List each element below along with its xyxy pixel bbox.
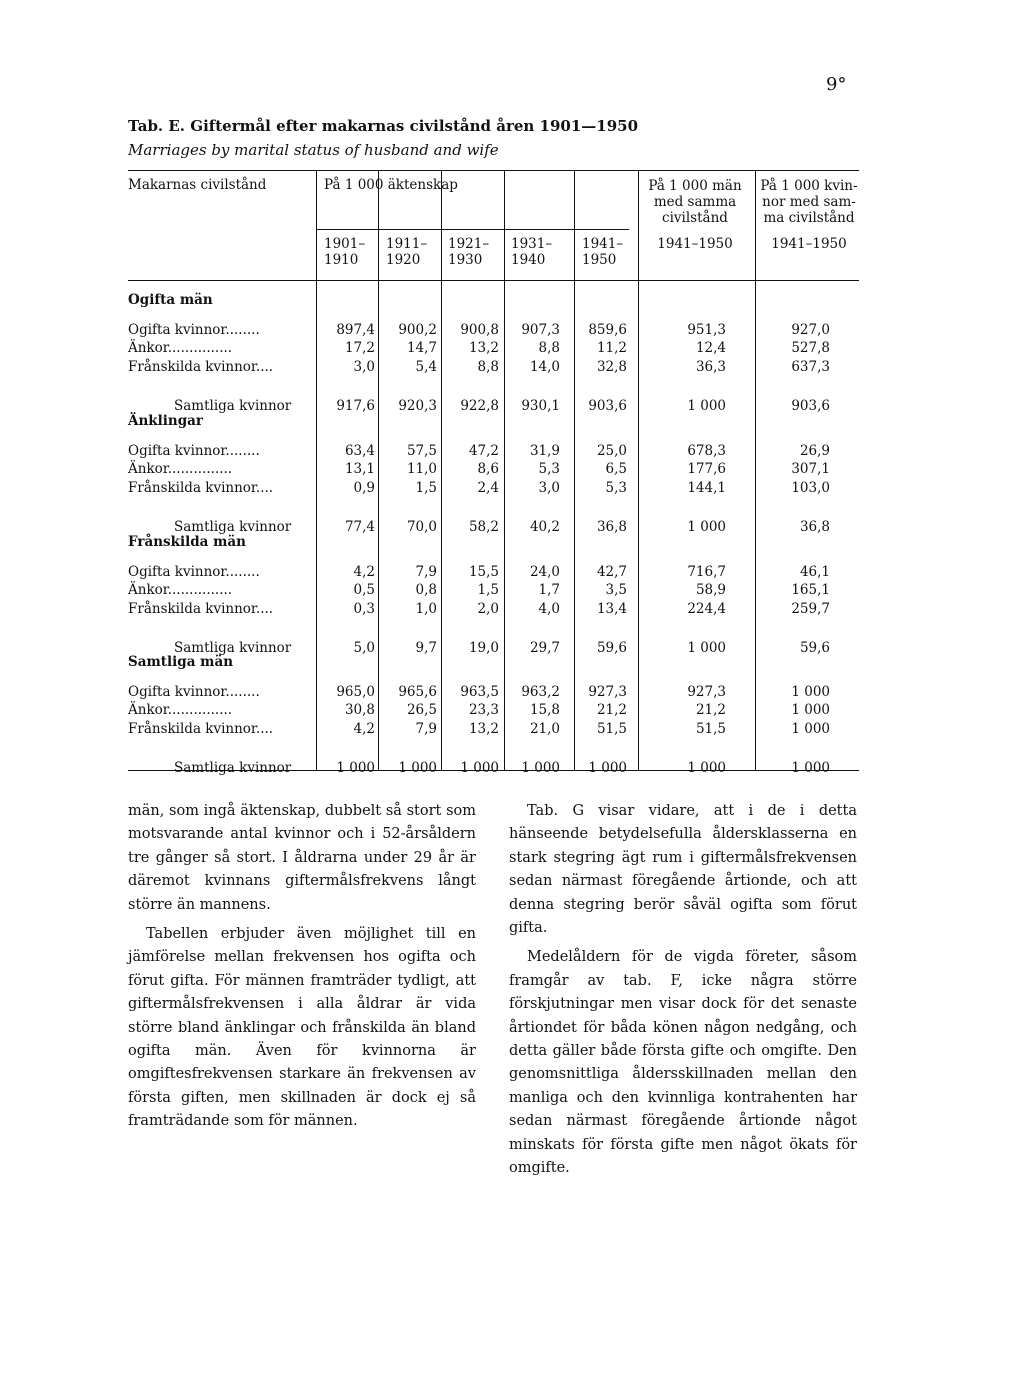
table-cell: 0,3: [353, 600, 375, 617]
table-cell: 36,3: [695, 358, 726, 375]
table-cell: 0,8: [415, 582, 437, 599]
table-row: [128, 339, 859, 357]
table-cell: 678,3: [687, 443, 726, 459]
table-cell: 47,2: [468, 443, 499, 459]
table-cell: 963,5: [460, 684, 499, 700]
table-cell: 11,2: [596, 340, 627, 357]
table-cell: 951,3: [687, 322, 726, 338]
table-cell: 15,8: [529, 702, 560, 719]
table-cell: 29,7: [529, 640, 560, 657]
period-header-men: 1941–1950: [657, 236, 733, 252]
table-cell: 1 000: [398, 760, 437, 777]
table-cell: 1,0: [415, 600, 437, 617]
section-title: Ogifta män: [128, 292, 213, 308]
table-cell: 637,3: [791, 358, 830, 375]
table-row: [128, 321, 859, 339]
table-cell: 23,3: [468, 702, 499, 719]
table-cell: 40,2: [529, 519, 560, 536]
table-cell: 1,5: [477, 582, 499, 599]
table-cell: 7,9: [415, 564, 437, 580]
table-row: [128, 720, 859, 738]
table-cell: 922,8: [460, 398, 499, 415]
table-cell: 31,9: [529, 443, 560, 459]
column-rule: [316, 170, 317, 770]
table-cell: 1 000: [791, 684, 830, 700]
group-header-marriages: På 1 000 äktenskap: [324, 177, 458, 193]
table-cell: 57,5: [406, 443, 437, 459]
row-label: Änkor...............: [128, 340, 233, 357]
table-row: [128, 581, 859, 599]
page-number: 9°: [826, 74, 847, 95]
column-rule: [638, 170, 639, 770]
column-rule: [378, 170, 379, 770]
table-cell: 0,5: [353, 582, 375, 599]
section-title: Frånskilda män: [128, 534, 246, 550]
table-top-rule: [128, 170, 859, 171]
table-cell: 259,7: [791, 600, 830, 617]
row-label: Ogifta kvinnor........: [128, 443, 260, 459]
table-cell: 927,0: [791, 322, 830, 338]
period-header-4: 1931– 1940: [511, 236, 553, 268]
row-label: Änkor...............: [128, 582, 233, 599]
table-cell: 1 000: [687, 640, 726, 657]
body-text-right-column: [509, 800, 857, 1187]
table-cell: 907,3: [521, 322, 560, 338]
column-rule: [504, 170, 505, 770]
table-cell: 965,0: [336, 684, 375, 700]
table-row: [128, 683, 859, 701]
table-cell: 51,5: [596, 720, 627, 737]
table-cell: 36,8: [596, 519, 627, 536]
table-cell: 21,2: [596, 702, 627, 719]
table-cell: 3,0: [538, 479, 560, 496]
table-row: [128, 358, 859, 376]
table-cell: 103,0: [791, 479, 830, 496]
column-rule: [441, 170, 442, 770]
table-cell: 859,6: [588, 322, 627, 338]
table-cell: 13,1: [344, 461, 375, 478]
row-label: Frånskilda kvinnor....: [128, 479, 274, 496]
table-cell: 14,7: [406, 340, 437, 357]
table-cell: 144,1: [687, 479, 726, 496]
table-cell: 77,4: [344, 519, 375, 536]
table-cell: 903,6: [588, 398, 627, 415]
table-title: Tab. E. Giftermål efter makarnas civilstånd åren 1901—1950: [128, 117, 639, 135]
column-rule: [574, 170, 575, 770]
table-cell: 0,9: [353, 479, 375, 496]
table-cell: 1 000: [687, 760, 726, 777]
table-cell: 4,2: [353, 564, 375, 580]
table-cell: 900,2: [398, 322, 437, 338]
table-cell: 14,0: [529, 358, 560, 375]
table-cell: 32,8: [596, 358, 627, 375]
row-label: Ogifta kvinnor........: [128, 564, 260, 580]
table-row: [128, 600, 859, 618]
row-label: Samtliga kvinnor: [174, 398, 292, 415]
table-cell: 1 000: [791, 760, 830, 777]
table-cell: 8,8: [477, 358, 499, 375]
row-label: Ogifta kvinnor........: [128, 684, 260, 700]
table-cell: 1 000: [687, 398, 726, 415]
table-cell: 8,6: [477, 461, 499, 478]
table-cell: 897,4: [336, 322, 375, 338]
row-label: Änkor...............: [128, 702, 233, 719]
table-cell: 5,4: [415, 358, 437, 375]
table-cell: 26,5: [406, 702, 437, 719]
row-label: Samtliga kvinnor: [174, 519, 292, 536]
group-header-per-women: På 1 000 kvin- nor med sam- ma civilstånd: [760, 178, 858, 226]
table-cell: 1 000: [687, 519, 726, 536]
table-cell: 900,8: [460, 322, 499, 338]
table-cell: 5,0: [353, 640, 375, 657]
period-divider-rule: [316, 229, 629, 230]
table-cell: 19,0: [468, 640, 499, 657]
row-label: Samtliga kvinnor: [174, 760, 292, 777]
table-cell: 13,2: [468, 720, 499, 737]
table-cell: 1,5: [415, 479, 437, 496]
table-row: [128, 479, 859, 497]
table-cell: 21,0: [529, 720, 560, 737]
paragraph: män, som ingå äktenskap, dubbelt så stort som motsvarande antal kvinnor och i 52-årsåldern tre gånger så stort. I åldrarna under 29 år är däremot kvinnans giftermålsfrekvens långt större än mannens.: [128, 803, 476, 913]
header-bottom-rule: [128, 280, 859, 281]
section-title: Änklingar: [128, 413, 204, 429]
table-row: [128, 563, 859, 581]
total-row: [128, 759, 859, 777]
table-cell: 9,7: [415, 640, 437, 657]
table-cell: 903,6: [791, 398, 830, 415]
table-cell: 1 000: [521, 760, 560, 777]
table-cell: 42,7: [596, 564, 627, 580]
table-cell: 1 000: [791, 702, 830, 719]
total-row: [128, 639, 859, 657]
table-cell: 70,0: [406, 519, 437, 536]
row-label: Änkor...............: [128, 461, 233, 478]
table-cell: 4,2: [353, 720, 375, 737]
group-header-per-men: På 1 000 män med samma civilstånd: [648, 178, 742, 226]
paragraph: Medelåldern för de vigda företer, såsom framgår av tab. F, icke några större förskjutningar men visar dock för det senaste årtiondet för båda könen någon nedgång, och detta gäller både första gifte och omgifte. Den genomsnittliga åldersskillnaden mellan den manliga och den kvinnliga kontrahenten har sedan närmast föregående årtionde något minskats för första gifte men något ökats för omgifte.: [509, 949, 857, 1177]
table-cell: 59,6: [799, 640, 830, 657]
table-cell: 527,8: [791, 340, 830, 357]
table-cell: 13,2: [468, 340, 499, 357]
table-cell: 927,3: [588, 684, 627, 700]
table-cell: 920,3: [398, 398, 437, 415]
row-label: Frånskilda kvinnor....: [128, 358, 274, 375]
table-cell: 25,0: [596, 443, 627, 459]
paragraph: Tabellen erbjuder även möjlighet till en jämförelse mellan frekvensen hos ogifta och förut gifta. För männen framträder tydligt, att giftermålsfrekvensen i alla åldrar är vida större bland änklingar och frånskilda än bland ogifta män. Även för kvinnorna är omgiftesfrekvensen starkare än frekvensen av första giften, men skillnaden är dock ej så framträdande som för männen.: [128, 926, 476, 1130]
table-cell: 12,4: [695, 340, 726, 357]
table-cell: 46,1: [799, 564, 830, 580]
table-cell: 1,7: [538, 582, 560, 599]
table-cell: 21,2: [695, 702, 726, 719]
table-cell: 59,6: [596, 640, 627, 657]
stub-header: Makarnas civilstånd: [128, 177, 267, 193]
table-cell: 1 000: [460, 760, 499, 777]
table-row: [128, 701, 859, 719]
table-cell: 58,9: [695, 582, 726, 599]
table-cell: 58,2: [468, 519, 499, 536]
table-cell: 965,6: [398, 684, 437, 700]
table-cell: 15,5: [468, 564, 499, 580]
table-cell: 6,5: [605, 461, 627, 478]
table-cell: 917,6: [336, 398, 375, 415]
table-cell: 2,0: [477, 600, 499, 617]
table-cell: 13,4: [596, 600, 627, 617]
table-cell: 11,0: [406, 461, 437, 478]
table-cell: 4,0: [538, 600, 560, 617]
table-cell: 3,0: [353, 358, 375, 375]
period-header-1: 1901– 1910: [324, 236, 366, 268]
table-cell: 1 000: [588, 760, 627, 777]
period-header-5: 1941– 1950: [582, 236, 624, 268]
column-rule: [755, 170, 756, 770]
row-label: Frånskilda kvinnor....: [128, 600, 274, 617]
table-cell: 63,4: [344, 443, 375, 459]
period-header-2: 1911– 1920: [386, 236, 428, 268]
table-cell: 307,1: [791, 461, 830, 478]
table-cell: 24,0: [529, 564, 560, 580]
table-cell: 17,2: [344, 340, 375, 357]
period-header-3: 1921– 1930: [448, 236, 490, 268]
table-cell: 3,5: [605, 582, 627, 599]
table-row: [128, 460, 859, 478]
table-cell: 51,5: [695, 720, 726, 737]
paragraph: Tab. G visar vidare, att i de i detta hänseende betydelsefulla åldersklasserna en stark stegring ägt rum i giftermålsfrekvensen sedan närmast föregående årtionde, och att denna stegring berör såväl ogifta som förut gifta.: [509, 803, 857, 937]
table-cell: 8,8: [538, 340, 560, 357]
table-row: [128, 442, 859, 460]
table-cell: 5,3: [605, 479, 627, 496]
body-text-left-column: [128, 800, 476, 1140]
table-cell: 30,8: [344, 702, 375, 719]
table-cell: 26,9: [799, 443, 830, 459]
table-cell: 2,4: [477, 479, 499, 496]
table-cell: 927,3: [687, 684, 726, 700]
table-cell: 963,2: [521, 684, 560, 700]
total-row: [128, 397, 859, 415]
row-label: Samtliga kvinnor: [174, 640, 292, 657]
table-cell: 165,1: [791, 582, 830, 599]
table-subtitle: Marriages by marital status of husband and wife: [128, 141, 499, 159]
table-cell: 930,1: [521, 398, 560, 415]
table-cell: 1 000: [791, 720, 830, 737]
table-cell: 177,6: [687, 461, 726, 478]
table-cell: 36,8: [799, 519, 830, 536]
section-title: Samtliga män: [128, 654, 234, 670]
table-cell: 716,7: [687, 564, 726, 580]
table-cell: 224,4: [687, 600, 726, 617]
row-label: Ogifta kvinnor........: [128, 322, 260, 338]
period-header-women: 1941–1950: [771, 236, 847, 252]
table-cell: 7,9: [415, 720, 437, 737]
table-cell: 5,3: [538, 461, 560, 478]
row-label: Frånskilda kvinnor....: [128, 720, 274, 737]
table-cell: 1 000: [336, 760, 375, 777]
